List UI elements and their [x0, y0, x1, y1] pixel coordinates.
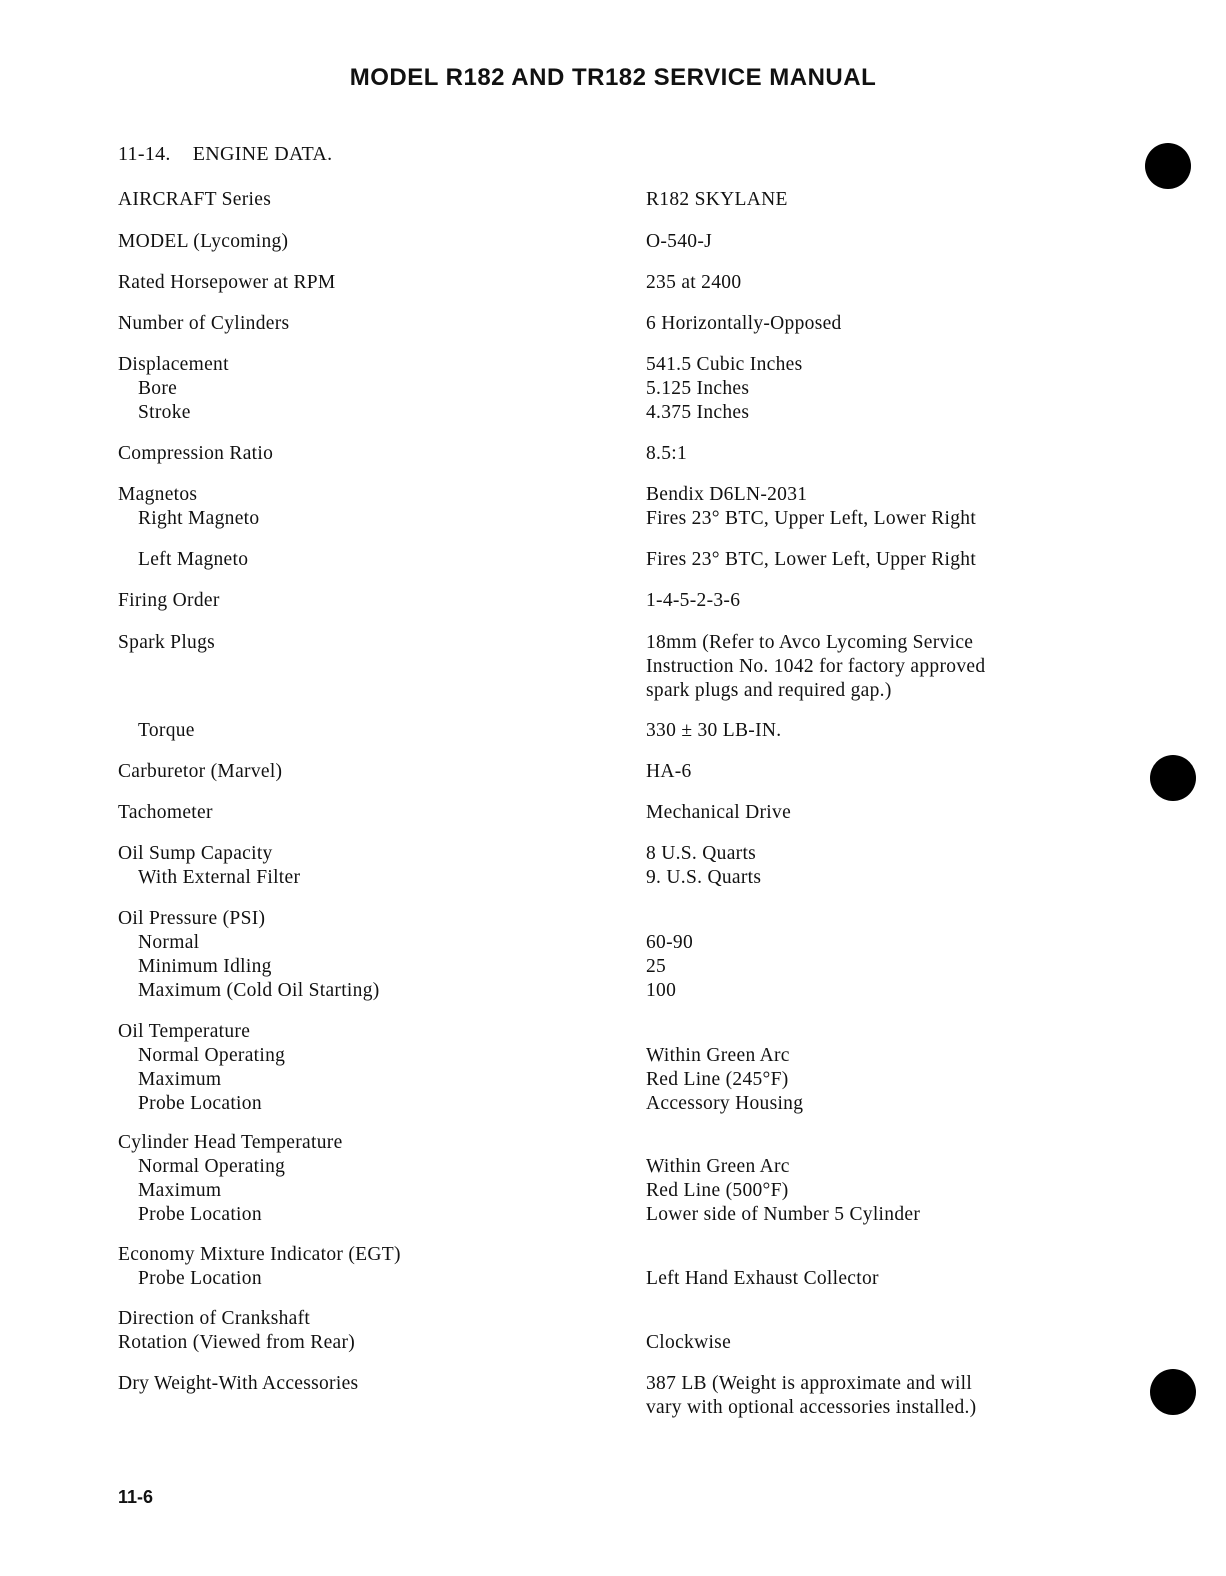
page-header: MODEL R182 AND TR182 SERVICE MANUAL	[349, 64, 877, 91]
row-value: 8 U.S. Quarts 9. U.S. Quarts	[646, 843, 762, 888]
row-label: Spark Plugs	[118, 632, 216, 653]
row-value: 1-4-5-2-3-6	[646, 590, 741, 611]
section-title: ENGINE DATA.	[192, 143, 333, 165]
row-label: MODEL (Lycoming)	[118, 231, 289, 252]
row-label: Magnetos Right Magneto	[118, 484, 260, 529]
row-label: Direction of Crankshaft Rotation (Viewed from Rear)	[118, 1308, 356, 1353]
row-value: Within Green Arc Red Line (245°F) Accessory Housing	[646, 1045, 804, 1114]
row-value: 541.5 Cubic Inches 5.125 Inches 4.375 Inches	[646, 354, 803, 423]
row-label: Displacement Bore Stroke	[118, 354, 229, 423]
row-value: Within Green Arc Red Line (500°F) Lower side of Number 5 Cylinder	[646, 1156, 921, 1225]
row-value: Clockwise	[646, 1332, 732, 1353]
section-number: 11-14.	[118, 143, 171, 165]
row-label: Left Magneto	[138, 549, 249, 570]
row-label: Oil Sump Capacity With External Filter	[118, 843, 301, 888]
row-value: Mechanical Drive	[646, 802, 792, 823]
row-value: HA-6	[646, 761, 692, 782]
row-label: Economy Mixture Indicator (EGT) Probe Location	[118, 1244, 401, 1289]
row-label: AIRCRAFT Series	[118, 189, 272, 210]
row-label: Number of Cylinders	[118, 313, 290, 334]
row-label: Oil Temperature Normal Operating Maximum Probe Location	[118, 1021, 286, 1114]
row-label: Compression Ratio	[118, 443, 274, 464]
row-value: 18mm (Refer to Avco Lycoming Service Instruction No. 1042 for factory approved spark plugs and required gap.)	[646, 632, 986, 701]
row-label: Tachometer	[118, 802, 213, 823]
row-value: Fires 23° BTC, Lower Left, Upper Right	[646, 549, 977, 570]
row-value: Bendix D6LN-2031 Fires 23° BTC, Upper Left, Lower Right	[646, 484, 977, 529]
page-number: 11-6	[118, 1487, 154, 1507]
row-label: Cylinder Head Temperature Normal Operating Maximum Probe Location	[118, 1132, 343, 1225]
row-label: Oil Pressure (PSI) Normal Minimum Idling Maximum (Cold Oil Starting)	[118, 908, 380, 1001]
row-label: Torque	[138, 720, 195, 741]
row-label: Carburetor (Marvel)	[118, 761, 283, 782]
row-value: O-540-J	[646, 231, 713, 252]
binder-hole-mark	[1150, 1369, 1196, 1415]
row-value: Left Hand Exhaust Collector	[646, 1268, 879, 1289]
row-value: 60-90 25 100	[646, 932, 693, 1001]
row-value: 387 LB (Weight is approximate and will vary with optional accessories installed.)	[646, 1373, 977, 1418]
row-label: Dry Weight-With Accessories	[118, 1373, 359, 1394]
binder-hole-mark	[1150, 755, 1196, 801]
row-value: 8.5:1	[646, 443, 688, 464]
row-value: 6 Horizontally-Opposed	[646, 313, 842, 334]
row-value: 235 at 2400	[646, 272, 742, 293]
binder-hole-mark	[1145, 143, 1191, 189]
row-label: Firing Order	[118, 590, 220, 611]
row-value: R182 SKYLANE	[646, 189, 788, 210]
row-label: Rated Horsepower at RPM	[118, 272, 336, 293]
row-value: 330 ± 30 LB-IN.	[646, 720, 782, 741]
